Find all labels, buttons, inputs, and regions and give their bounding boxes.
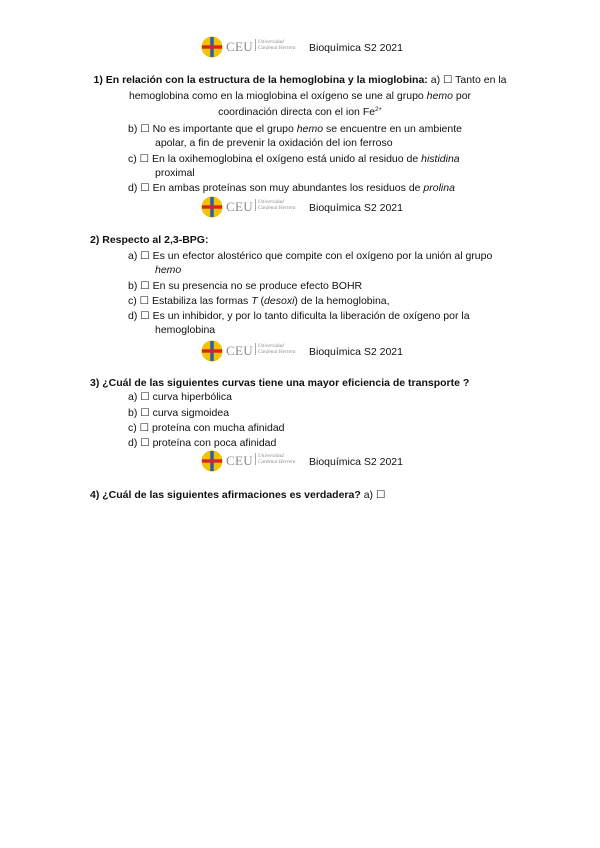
institution-name: Universidad Cardenal Herrera xyxy=(255,39,310,51)
question-4-stem: 4) ¿Cuál de las siguientes afirmaciones es verdadera? a) ☐ xyxy=(90,489,386,501)
question-1-option-d: d) ☐ En ambas proteínas son muy abundantes los residuos de prolina xyxy=(128,182,455,194)
university-logo-icon xyxy=(201,36,223,58)
course-title: Bioquímica S2 2021 xyxy=(309,202,403,214)
question-2-option-d-line2: hemoglobina xyxy=(155,324,216,336)
logo-text: CEU xyxy=(226,199,253,214)
institution-name: Universidad Cardenal Herrera xyxy=(255,199,310,211)
question-2-option-a: a) ☐ Es un efector alostérico que compite con el oxígeno por la unión al grupo xyxy=(128,250,493,262)
question-1-stem: 1) En relación con la estructura de la hemoglobina y la mioglobina: a) ☐ Tanto en la xyxy=(93,74,507,86)
question-1-option-b: b) ☐ No es importante que el grupo hemo se encuentre en un ambiente xyxy=(128,123,462,135)
question-3-option-d: d) ☐ proteína con poca afinidad xyxy=(128,437,277,449)
question-2-option-a-line2: hemo xyxy=(155,264,182,276)
university-logo-icon xyxy=(201,196,223,218)
question-2-stem: 2) Respecto al 2,3-BPG: xyxy=(90,234,209,246)
logo-text: CEU xyxy=(226,453,253,468)
question-3-stem: 3) ¿Cuál de las siguientes curvas tiene una mayor eficiencia de transporte ? xyxy=(90,377,470,389)
question-1-option-c: c) ☐ En la oxihemoglobina el oxígeno está unido al residuo de histidina xyxy=(128,153,460,165)
page-header xyxy=(0,36,600,60)
question-1-option-b-line2: apolar, a fin de prevenir la oxidación del ion ferroso xyxy=(155,137,393,149)
question-2-option-c: c) ☐ Estabiliza las formas T (desoxi) de la hemoglobina, xyxy=(128,295,390,307)
logo-text: CEU xyxy=(226,39,253,54)
page-header xyxy=(0,340,600,364)
course-title: Bioquímica S2 2021 xyxy=(309,456,403,468)
logo-text: CEU xyxy=(226,343,253,358)
question-2-option-d: d) ☐ Es un inhibidor, y por lo tanto dificulta la liberación de oxígeno por la xyxy=(128,310,470,322)
question-1-option-a-line2: hemoglobina como en la mioglobina el oxígeno se une al grupo hemo por xyxy=(128,90,472,102)
course-title: Bioquímica S2 2021 xyxy=(309,346,403,358)
question-3-option-c: c) ☐ proteína con mucha afinidad xyxy=(128,422,285,434)
university-logo-icon xyxy=(201,340,223,362)
page-header xyxy=(0,196,600,220)
university-logo-icon xyxy=(201,450,223,472)
question-1-option-a-line3: coordinación directa con el ion $Fe^{2+}$ xyxy=(218,106,382,118)
question-3-option-b: b) ☐ curva sigmoidea xyxy=(128,407,230,419)
question-1-option-c-line2: proximal xyxy=(155,167,195,179)
page-header xyxy=(0,450,600,474)
question-2-option-b: b) ☐ En su presencia no se produce efecto BOHR xyxy=(128,280,363,292)
institution-name: Universidad Cardenal Herrera xyxy=(255,453,310,465)
question-3-option-a: a) ☐ curva hiperbólica xyxy=(128,391,232,403)
course-title: Bioquímica S2 2021 xyxy=(309,42,403,54)
institution-name: Universidad Cardenal Herrera xyxy=(255,343,310,355)
